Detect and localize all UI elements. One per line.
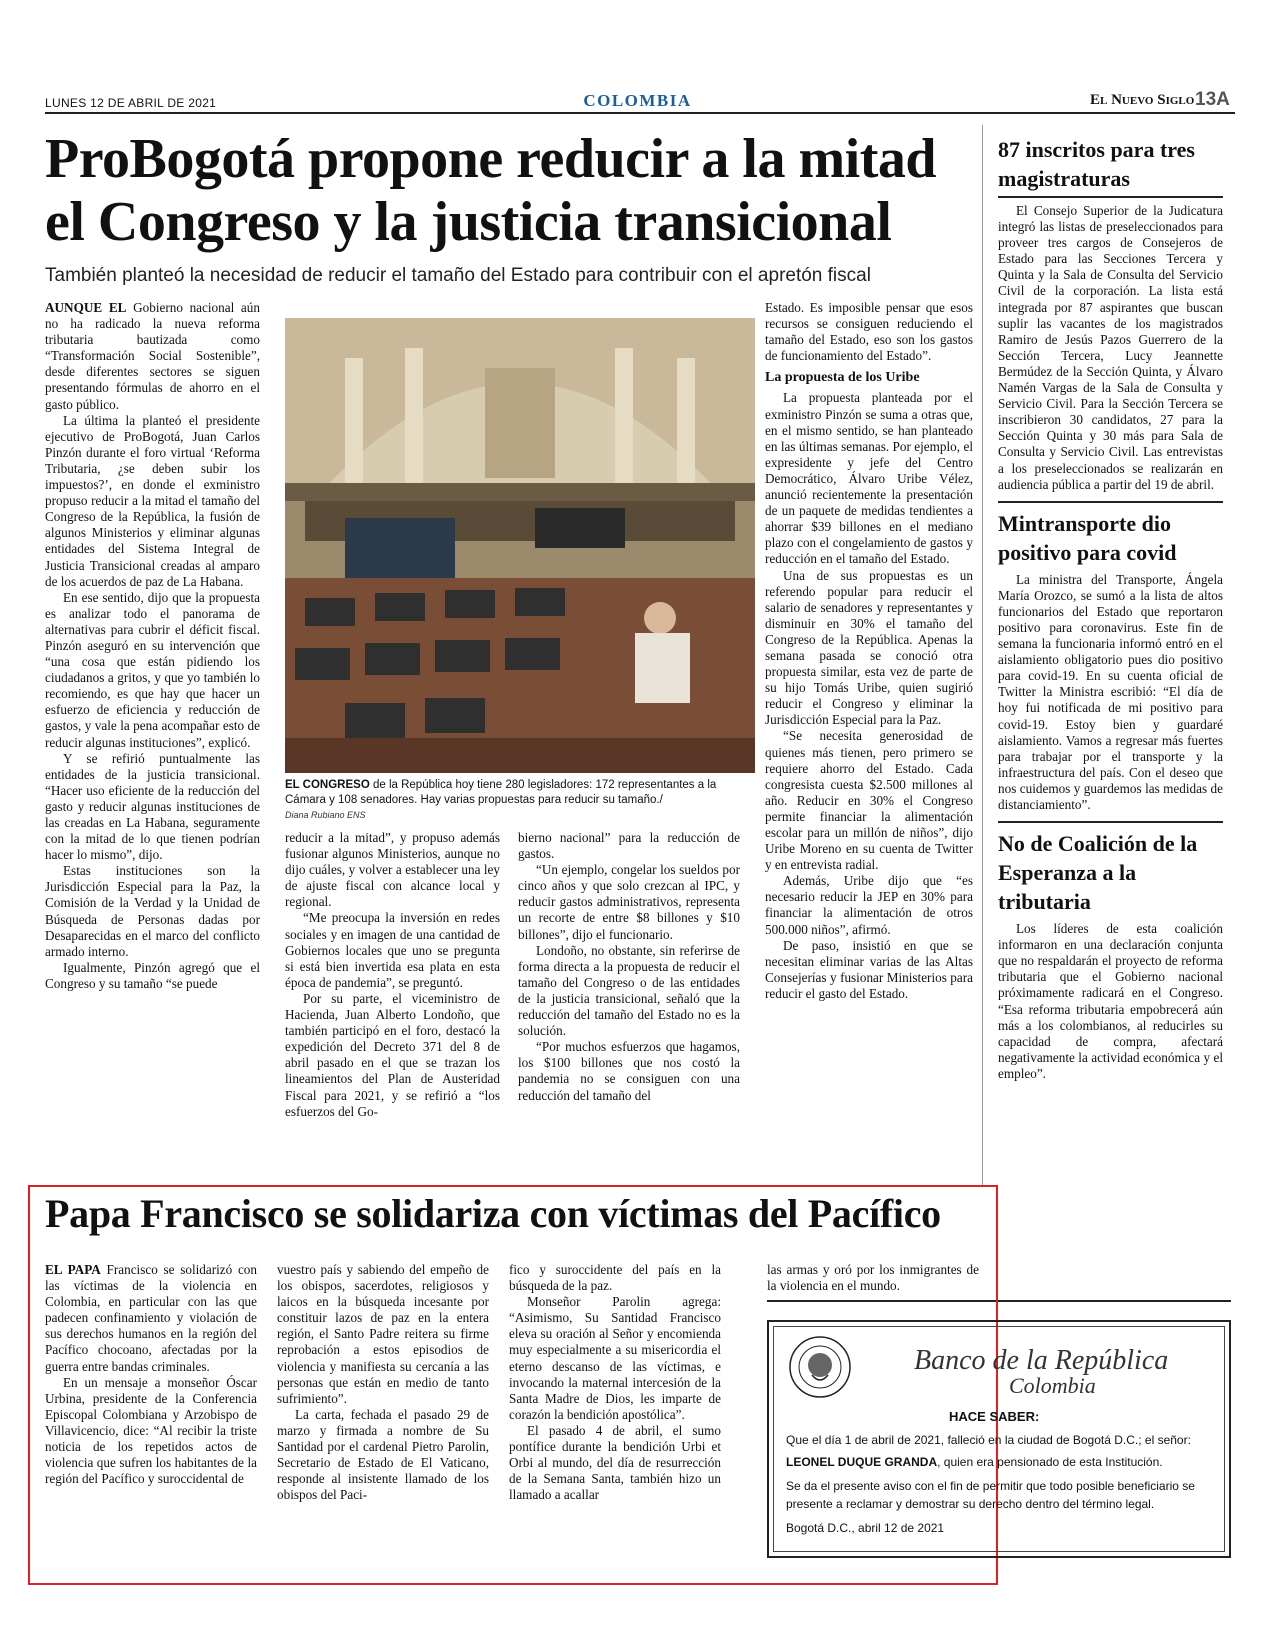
brief-title: 87 inscritos para tres magistraturas	[998, 137, 1195, 191]
page-number: 13A	[1195, 89, 1230, 110]
article-headline: ProBogotá propone reducir a la mitad el Congreso y la justicia transicional	[45, 128, 936, 253]
paragraph: las armas y oró por los inmigrantes de la violencia en el mundo.	[767, 1262, 979, 1294]
paragraph: “Un ejemplo, congelar los sueldos por cinco años y que solo crezcan al IPC, y reducir gastos administrativos, representa un recorte de entre $8 billones y $10 billones”, dijo el funcionario.	[518, 862, 740, 942]
paragraph: La última la planteó el presidente ejecutivo de ProBogotá, Juan Carlos Pinzón durante el foro virtual ‘Reforma Tributaria, ¿se deben subir los impuestos?’, en donde el exministro propuso reducir a la mitad el tamaño del Congreso de la República, la fusión de algunos Ministerios y eliminar algunas entidades del Sistema Integral de Justicia Transicional creadas al amparo de los acuerdos de paz de La Habana.	[45, 412, 260, 589]
header-rule	[45, 112, 1235, 114]
congress-photo	[285, 318, 755, 773]
paragraph: Además, Uribe dijo que “es necesario reducir la JEP en 30% para financiar la alimentación de otros 500.000 niños”, afirmó.	[765, 873, 973, 937]
bank-notice	[767, 1320, 1231, 1558]
article-column-2	[285, 830, 500, 1120]
brief-rule	[998, 196, 1223, 198]
brief-text	[998, 921, 1223, 1082]
brief-rule	[998, 821, 1223, 823]
bank-country: Colombia	[1009, 1373, 1096, 1398]
brief-title: Mintransporte dio positivo para covid	[998, 510, 1177, 565]
issue-date: LUNES 12 DE ABRIL DE 2021	[45, 96, 217, 110]
paragraph: En un mensaje a monseñor Óscar Urbina, presidente de la Conferencia Episcopal Colombiana y Arzobispo de Villavicencio, dice: “Al recibir la triste noticia de los repetidos actos de violencia que sufren los habitantes de la región del Pacífico y suroccidental de	[45, 1374, 257, 1487]
paragraph: El Consejo Superior de la Judicatura integró las listas de preseleccionados para proveer tres cargos de Consejeros de Estado para las Secciones Tercera y Quinta y la Sala de Consulta del Servicio Civil de la corporación. La lista está integrada por 87 aspirantes que buscan suplir las vacantes de los magistrados Ramiro de Jesús Pazos Guerrero de la Sección Tercera, Lucy Jeannette Bermúdez de la Sección Quinta, y Álvaro Namén Vargas de la Sala de Consulta y Servicio Civil. Para la Sección Tercera se inscribieron 30 candidatos, 27 para la Sección Quinta y 30 más para Sala de Consulta y Servicio Civil. Las entrevistas a los preseleccionados se realizarán en audiencia pública a partir del 19 de abril.	[998, 203, 1223, 492]
brief-text	[998, 572, 1223, 813]
notice-line: Que el día 1 de abril de 2021, falleció en la ciudad de Bogotá D.C.; el señor:	[786, 1433, 1191, 1447]
notice-line	[786, 1453, 1216, 1471]
paragraph: reducir a la mitad”, y propuso además fusionar algunos Ministerios, aunque no dijo cuáles, y volver a establecer una ley de ajuste fiscal con alcance local y regional.	[285, 830, 500, 910]
paragraph: Londoño, no obstante, sin referirse de forma directa a la propuesta de reducir el tamaño del Congreso o de las entidades de la justicia transicional, señaló que la reducción del tamaño del Estado no es la solución.	[518, 942, 740, 1039]
photo-credit: Diana Rubiano ENS	[285, 810, 366, 820]
papa-column-1	[45, 1262, 257, 1487]
paragraph: De paso, insistió en que se necesitan eliminar varias de las Altas Consejerías y fusionar Ministerios para reducir el gasto del Estado.	[765, 937, 973, 1001]
notice-signoff: Bogotá D.C., abril 12 de 2021	[786, 1521, 945, 1535]
paragraph: Gobierno nacional aún no ha radicado la nueva reforma tributaria bautizada como “Transformación Social Sostenible”, desde diferentes sectores se siguen presentando fórmulas de ahorro en el gasto público.	[45, 300, 260, 412]
paragraph: Los líderes de esta coalición informaron en una declaración conjunta que no respaldarán el proyecto de reforma tributaria que el Gobierno nacional próximamente radicará en el Congreso. “Esa reforma tributaria empobrecerá aún más a los colombianos, al reducirles su capacidad de compra, afectará negativamente la actividad económica y el empleo”.	[998, 921, 1223, 1081]
caption-lead: EL CONGRESO	[285, 779, 370, 791]
notice-line: Se da el presente aviso con el fin de permitir que todo posible beneficiario se presente a reclamar y demostrar su derecho dentro del término legal.	[786, 1479, 1195, 1511]
newspaper-name: El Nuevo Siglo	[1090, 92, 1195, 108]
brief-text	[998, 203, 1223, 493]
paragraph: La ministra del Transporte, Ángela María Orozco, se sumó a la lista de altos funcionarios del Estado que reportaron positivo para coronavirus. Este fin de semana la funcionaria informó entró en el aislamiento obligatorio pues dio positivo para covid-19. En su cuenta oficial de Twitter la Ministra escribió: “El día de hoy fui notificada de mi positivo para covid-19. Estoy bien y guardaré aislamiento. Vamos a regresar más fuertes para trabajar por el transporte y la infraestructura del país. Con el deseo que nos cuidemos y guardemos las medidas de distanciamiento”.	[998, 571, 1223, 812]
deceased-name: LEONEL DUQUE GRANDA	[786, 1455, 938, 1469]
paragraph: Estado. Es imposible pensar que esos recursos se consiguen reduciendo el tamaño del Estado, eso son los gastos de funcionamiento del Estado”.	[765, 300, 973, 364]
paragraph: Francisco se solidarizó con las víctimas de la violencia en Colombia, en particular con las que padecen confinamiento y violación de sus derechos humanos en la región del Pacífico chocoano, afectadas por la guerra entre bandas criminales.	[45, 1262, 257, 1374]
article-subhead: También planteó la necesidad de reducir el tamaño del Estado para contribuir con el apretón fiscal	[45, 265, 871, 286]
paragraph: Por su parte, el viceministro de Hacienda, Juan Alberto Londoño, que también participó en el foro, destacó la expedición del Decreto 371 del 8 de abril pasado en el que se trazan los lineamientos del Plan de Austeridad Fiscal para 2021, y se refirió a “los esfuerzos del Go-	[285, 990, 500, 1119]
paragraph: “Me preocupa la inversión en redes sociales y en imagen de una cantidad de Gobiernos locales que uno se pregunta si está bien invertida esa plata en esta época de pandemia”, se preguntó.	[285, 910, 500, 990]
paragraph: La carta, fechada el pasado 29 de marzo y firmada a nombre de Su Santidad por el cardenal Pietro Parolin, Secretario de Estado de El Vaticano, responde al insistente llamado de los obispos del Paci-	[277, 1406, 489, 1503]
article-column-4	[765, 300, 973, 1002]
paragraph: “Se necesita generosidad de quienes más tienen, pero primero se requiere ahorro del Estado. Cada congresista cuesta $2.500 millones al año. Reducir en 30% el Congreso permite financiar la alimentación escolar para un millón de niños”, dijo Uribe Moreno en su cuenta de Twitter y en entrevista radial.	[765, 728, 973, 873]
intertitle: La propuesta de los Uribe	[765, 370, 920, 386]
brief-rule	[998, 501, 1223, 503]
lead-words: EL PAPA	[45, 1262, 101, 1277]
paragraph: Una de sus propuestas es un referendo popular para reducir el salario de senadores y representantes y disminuir en 30% el tamaño del Congreso de la República. Apenas la semana pasada se conoció otra propuesta similar, esta vez de parte de su hijo Tomás Uribe, quien sugirió reducir el Congreso y eliminar la Jurisdicción Especial para la Paz.	[765, 567, 973, 728]
notice-inner-border	[773, 1326, 1225, 1552]
sidebar	[998, 135, 1223, 1082]
column-divider	[982, 125, 983, 1185]
paragraph: Monseñor Parolin agrega: “Asimismo, Su Santidad Francisco eleva su oración al Señor y encomienda muy especialmente a su misericordia el eterno descanso de las víctimas, e invocando la maternal intercesión de la Santa Madre de Dios, les imparte de corazón la bendición apostólica”.	[509, 1294, 721, 1422]
papa-column-3	[509, 1262, 721, 1503]
paragraph: vuestro país y sabiendo del empeño de los obispos, sacerdotes, religiosos y laicos en la búsqueda incesante por constituir lazos de paz en la entera región, el Santo Padre reitera su firme reprobación a estos episodios de violencia y manifiesta su cercanía a las personas que están en medio de tanto sufrimiento”.	[277, 1262, 489, 1406]
paragraph: El pasado 4 de abril, el sumo pontífice durante la bendición Urbi et Orbi al mundo, del día de resurrección de la Semana Santa, también hizo un llamado a acallar	[509, 1422, 721, 1503]
notice-line-text: , quien era pensionado de esta Institución.	[937, 1455, 1163, 1469]
section-name: COLOMBIA	[583, 91, 692, 110]
article-column-3	[518, 830, 740, 1104]
paragraph: Igualmente, Pinzón agregó que el Congreso y su tamaño “se puede	[45, 959, 260, 991]
paragraph: fico y suroccidente del país en la búsqueda de la paz.	[509, 1262, 721, 1294]
papa-headline: Papa Francisco se solidariza con víctimas del Pacífico	[45, 1191, 941, 1236]
paragraph: bierno nacional” para la reducción de gastos.	[518, 830, 740, 862]
bank-seal-icon	[788, 1335, 852, 1399]
paragraph: Estas instituciones son la Jurisdicción Especial para la Paz, la Comisión de la Verdad y la Unidad de Búsqueda de Personas dadas por Desaparecidas en el marco del conflicto armado interno.	[45, 863, 260, 959]
paragraph: En ese sentido, dijo que la propuesta es analizar todo el panorama de alternativas para cubrir el déficit fiscal. Pinzón aseguró en su intervención que “una cosa que están pidiendo los ciudadanos a gritos, y que yo también lo recomiendo, es que hay que hacer un esfuerzo de eficiencia y reducción de gastos, y vale la pena acompañar esto de reducir algunas instituciones”, explicó.	[45, 589, 260, 750]
paragraph: Y se refirió puntualmente las entidades de la justicia transicional. “Hacer uso eficiente de la reducción del gasto y reducir algunas instituciones de las creadas en La Habana, seguramente con la mitad de lo que tienen podrían hacer lo mismo”, dijo.	[45, 750, 260, 863]
photo-caption	[285, 778, 755, 808]
article-column-1	[45, 300, 260, 992]
papa-column-4	[767, 1262, 979, 1294]
bank-name: Banco de la República	[914, 1345, 1169, 1376]
lead-words: AUNQUE EL	[45, 300, 127, 315]
notice-heading: HACE SABER:	[949, 1409, 1040, 1424]
papa-column-2	[277, 1262, 489, 1503]
paragraph: “Por muchos esfuerzos que hagamos, los $100 billones que nos costó la pandemia no se consiguen con una reducción del tamaño del	[518, 1039, 740, 1103]
paragraph: La propuesta planteada por el exministro Pinzón se suma a otras que, en el mismo sentido, se han planteado en las últimas semanas. Por ejemplo, el expresidente y jefe del Centro Democrático, Álvaro Uribe Vélez, anunció recientemente la presentación de un paquete de medidas tendientes a ahorrar $39 billones en el mediano plazo con el congelamiento de gastos y reducción en el tamaño del Estado.	[765, 390, 973, 567]
brief-title: No de Coalición de la Esperanza a la tributaria	[998, 831, 1198, 915]
caption-text: de la República hoy tiene 280 legisladores: 172 representantes a la Cámara y 108 senadores. Hay varias propuestas para reducir su tamaño./	[285, 779, 717, 806]
